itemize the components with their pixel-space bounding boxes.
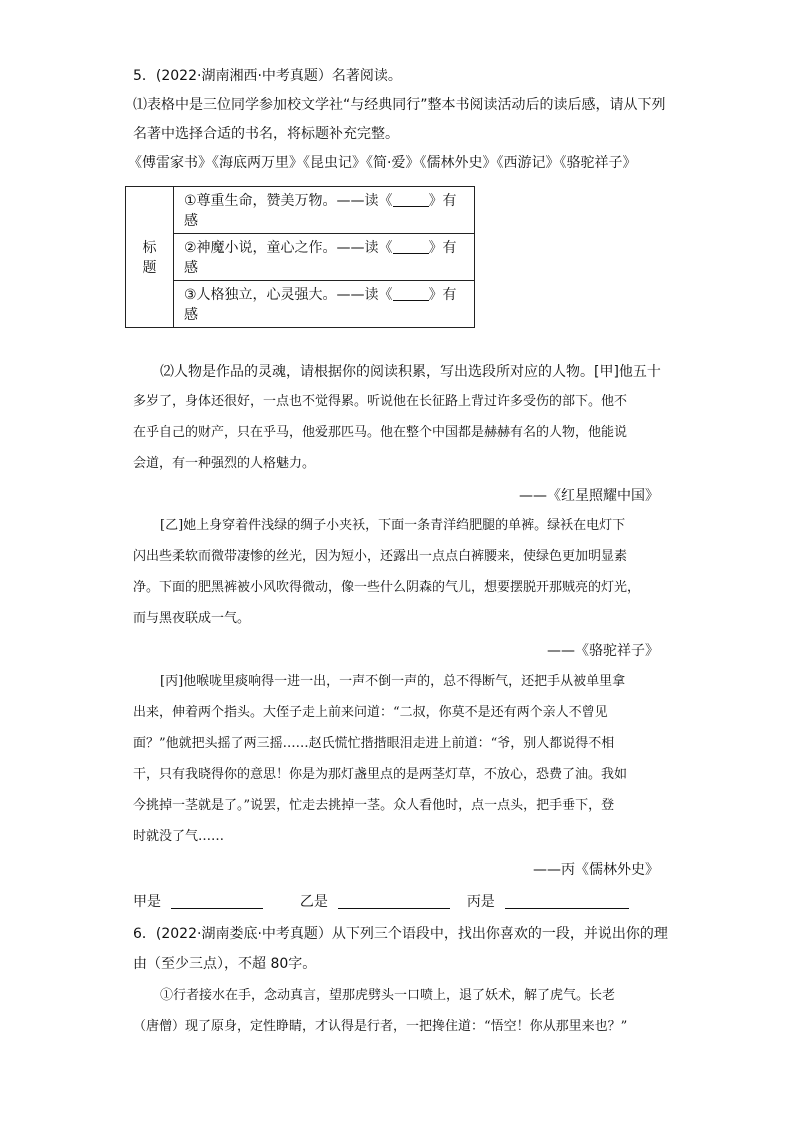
q6-p1-line: （唐僧）现了原身，定性睁睛，才认得是行者，一把搀住道：“悟空！你从那里来也？” bbox=[133, 1019, 628, 1034]
bing-line: 干，只有我晓得你的意思！你是为那灯盏里点的是两茎灯草，不放心，恐费了油。我如 bbox=[133, 767, 628, 782]
yi-line: 闪出些柔软而微带凄惨的丝光，因为短小，还露出一点点白裤腰来，使绿色更加明显素 bbox=[133, 549, 628, 564]
yi-line: 净。下面的肥黑裤被小风吹得微动，像一些什么阴森的气儿，想要摆脱开那贼亮的灯光， bbox=[133, 580, 641, 595]
p2-line: 会道，有一种强烈的人格魅力。 bbox=[133, 456, 316, 471]
source-bing: ——丙《儒林外史》 bbox=[533, 862, 659, 878]
bing-line: [丙]他喉咙里痰响得一进一出，一声不倒一声的，总不得断气，还把手从被单里拿 bbox=[160, 674, 626, 689]
q5-p1-line1: ⑴表格中是三位同学参加校文学社“与经典同行”整本书阅读活动后的读后感，请从下列 bbox=[133, 97, 666, 113]
table-row: ①尊重生命，赞美万物。——读《 》有感 bbox=[174, 187, 475, 234]
q6-line2: 由（至少三点），不超 80字。 bbox=[133, 956, 317, 972]
p2-line: ⑵人物是作品的灵魂，请根据你的阅读积累，写出选段所对应的人物。[甲]他五十 bbox=[160, 364, 661, 380]
answer-jia-label: 甲是 bbox=[133, 894, 161, 910]
answer-blank[interactable] bbox=[393, 239, 429, 254]
bing-line: 今挑掉一茎就是了。”说罢，忙走去挑掉一茎。众人看他时，点一点头，把手垂下，登 bbox=[133, 798, 615, 813]
answer-blank[interactable] bbox=[393, 192, 429, 207]
bing-line: 面？”他就把头摇了两三摇……赵氏慌忙揩揩眼泪走进上前道：“爷，别人都说得不相 bbox=[133, 736, 615, 751]
answer-bing-field[interactable] bbox=[505, 892, 629, 909]
yi-line: [乙]她上身穿着件浅绿的绸子小夹袄，下面一条青洋绉肥腿的单裤。绿袄在电灯下 bbox=[160, 518, 626, 533]
answer-line bbox=[133, 892, 629, 912]
table-row: ③人格独立，心灵强大。——读《 》有感 bbox=[174, 281, 475, 328]
table-head: 标题 bbox=[126, 187, 174, 328]
table-row: ②神魔小说，童心之作。——读《 》有感 bbox=[174, 234, 475, 281]
q6-line1: 6．(2022·湖南娄底·中考真题）从下列三个语段中，找出你喜欢的一段，并说出你的理 bbox=[133, 926, 668, 942]
p2-line: 在乎自己的财产，只在乎马，他爱那匹马。他在整个中国都是赫赫有名的人物，他能说 bbox=[133, 425, 628, 440]
q5-title: 5．(2022·湖南湘西·中考真题）名著阅读。 bbox=[133, 68, 402, 84]
title-table bbox=[125, 186, 475, 328]
q6-p1-line: ①行者接水在手，念动真言，望那虎劈头一口喷上，退了妖术，解了虎气。长老 bbox=[160, 988, 616, 1003]
answer-jia-field[interactable] bbox=[171, 892, 263, 909]
answer-blank[interactable] bbox=[393, 286, 429, 301]
q5-p1-line2: 名著中选择合适的书名，将标题补充完整。 bbox=[133, 126, 399, 142]
bing-line: 出来，伸着两个指头。大侄子走上前来问道：“二叔，你莫不是还有两个亲人不曾见 bbox=[133, 705, 608, 720]
p2-line: 多岁了，身体还很好，一点也不觉得累。听说他在长征路上背过许多受伤的部下。他不 bbox=[133, 394, 628, 409]
bing-line: 时就没了气…… bbox=[133, 829, 225, 844]
source-jia: ——《红星照耀中国》 bbox=[519, 488, 659, 504]
answer-yi-field[interactable] bbox=[338, 892, 450, 909]
answer-yi-label: 乙是 bbox=[299, 894, 328, 910]
book-list: 《傅雷家书》《海底两万里》《昆虫记》《简·爱》《儒林外史》《西游记》《骆驼祥子》 bbox=[128, 155, 637, 171]
yi-line: 而与黑夜联成一气。 bbox=[133, 611, 251, 626]
answer-bing-label: 丙是 bbox=[466, 894, 495, 910]
source-yi: ——《骆驼祥子》 bbox=[547, 643, 659, 659]
